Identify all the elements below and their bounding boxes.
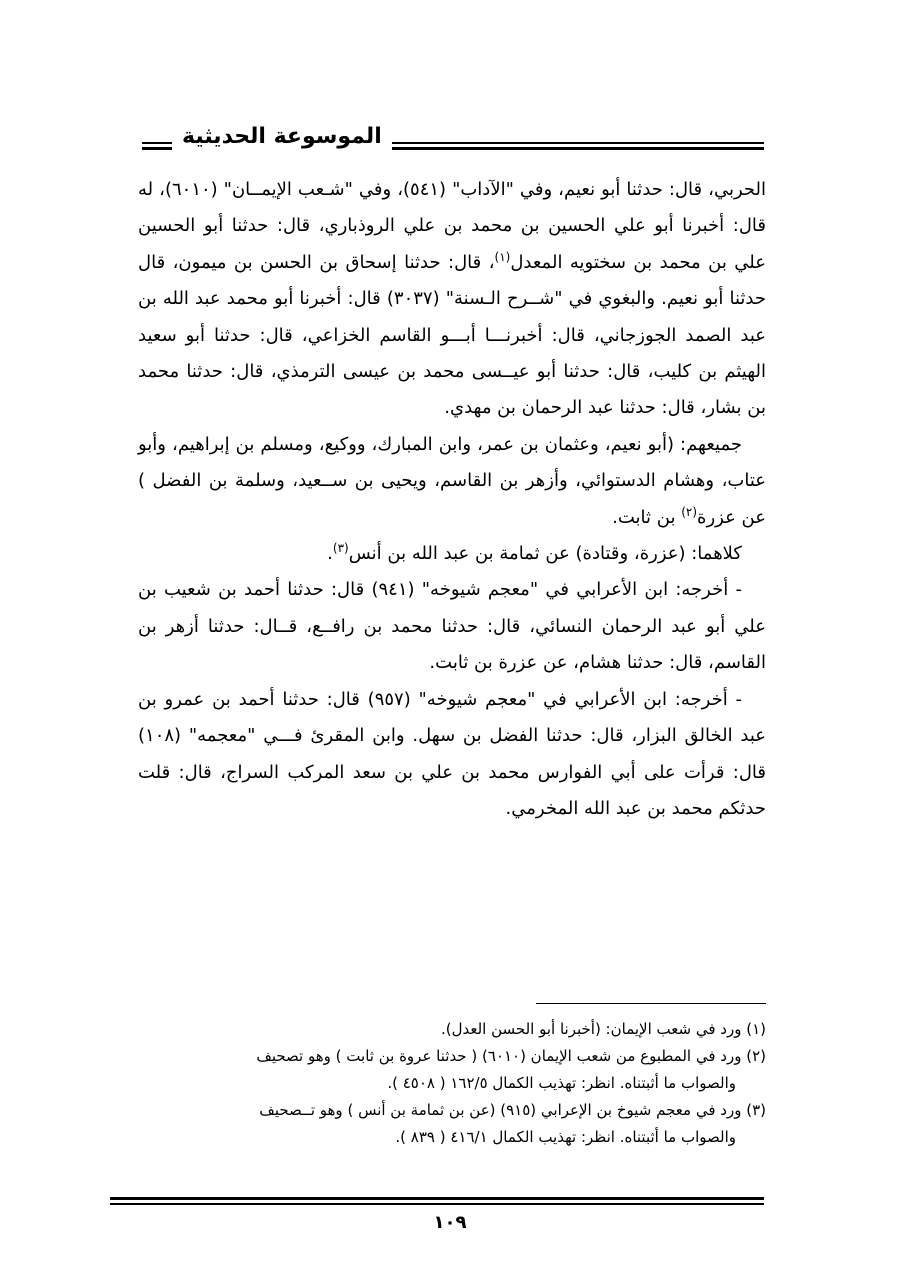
running-header <box>142 122 764 152</box>
footnote-2-line-1: (٢) ورد في المطبوع من شعب الإيمان (٦٠١٠) ( حدثنا عروة بن ثابت ) وهو تصحيف <box>256 1047 766 1065</box>
paragraph-1-text-a: الحربي، قال: حدثنا أبو نعيم، وفي "الآداب" (٥٤١)، وفي "شـعب الإيمــان" (٦٠١٠)، له قال: أخبرنا أبو علي الحسين بن محمد بن علي الروذباري، قال: حدثنا أبو الحسين علي بن محمد بن سختويه المعدل <box>138 179 766 273</box>
paragraph-4: - أخرجه: ابن الأعرابي في "معجم شيوخه" (٩٤١) قال: حدثنا أحمد بن شعيب بن علي أبو عبد الرحمان النسائي، قال: حدثنا محمد بن رافــع، قــال: حدثنا أزهر بن القاسم، قال: حدثنا هشام، عن عزرة بن ثابت. <box>138 579 766 674</box>
footnote-2-line-2: والصواب ما أثبتناه. انظر: تهذيب الكمال ١٦٢/٥ ( ٤٥٠٨ ). <box>387 1074 736 1092</box>
footnote-3-line-1: (٣) ورد في معجم شيوخ بن الإعرابي (٩١٥) (عن بن ثمامة بن أنس ) وهو تــصحيف <box>259 1101 766 1119</box>
paragraph-1-text-b: ، قال: حدثنا إسحاق بن الحسن بن ميمون، قال حدثنا أبو نعيم. والبغوي في "شــرح الـسنة" (٣٠٣٧) قال: أخبرنا أبو محمد عبد الله بن عبد الصمد الجوزجاني، قال: أخبرنـــا أبـــو القاسم الخزاعي، قال: حدثنا أبو سعيد الهيثم بن كليب، قال: حدثنا أبو عيــسى محمد بن عيسى الترمذي، قال: حدثنا محمد بن بشار، قال: حدثنا عبد الرحمان بن مهدي. <box>138 251 766 419</box>
footnote-1: (١) ورد في شعب الإيمان: (أخبرنا أبو الحسن العدل). <box>440 1020 766 1038</box>
paragraph-1 <box>138 172 766 427</box>
footnote-separator <box>536 1003 766 1004</box>
footnote-ref-2: (٢) <box>681 504 698 519</box>
paragraph-3 <box>138 536 766 572</box>
bottom-rule <box>110 1197 764 1205</box>
paragraph-5: - أخرجه: ابن الأعرابي في "معجم شيوخه" (٩٥٧) قال: حدثنا أحمد بن عمرو بن عبد الخالق البزار، قال: حدثنا الفضل بن سهل. وابن المقرئ فـــي "معجمه" (١٠٨) قال: قرأت على أبي الفوارس محمد بن علي بن سعد المركب السراج، قال: قلت حدثكم محمد بن عبد الله المخرمي. <box>138 688 766 819</box>
footnote-ref-3: (٣) <box>332 541 349 556</box>
footnote-ref-1: (١) <box>494 249 511 264</box>
footnotes <box>136 1016 766 1151</box>
paragraph-3-text-a: كلاهما: (عزرة، وقتادة) عن ثمامة بن عبد الله بن أنس <box>348 543 742 565</box>
page-number: ١٠٩ <box>433 1212 467 1233</box>
paragraph-3-text-b: . <box>327 543 333 565</box>
main-text <box>138 172 766 827</box>
header-title: الموسوعة الحديثية <box>172 122 392 152</box>
paragraph-2-text-b: بن ثابت. <box>612 506 682 528</box>
paragraph-2 <box>138 427 766 536</box>
footnote-3-line-2: والصواب ما أثبتناه. انظر: تهذيب الكمال ٤١٦/١ ( ٨٣٩ ). <box>395 1128 736 1146</box>
paragraph-2-text-a: جميعهم: (أبو نعيم، وعثمان بن عمر، وابن المبارك، ووكيع، ومسلم بن إبراهيم، وأبو عتاب، وهشام الدستوائي، وأزهر بن القاسم، ويحيى بن ســعيد، وسلمة بن الفضل ) عن عزرة <box>138 433 766 528</box>
